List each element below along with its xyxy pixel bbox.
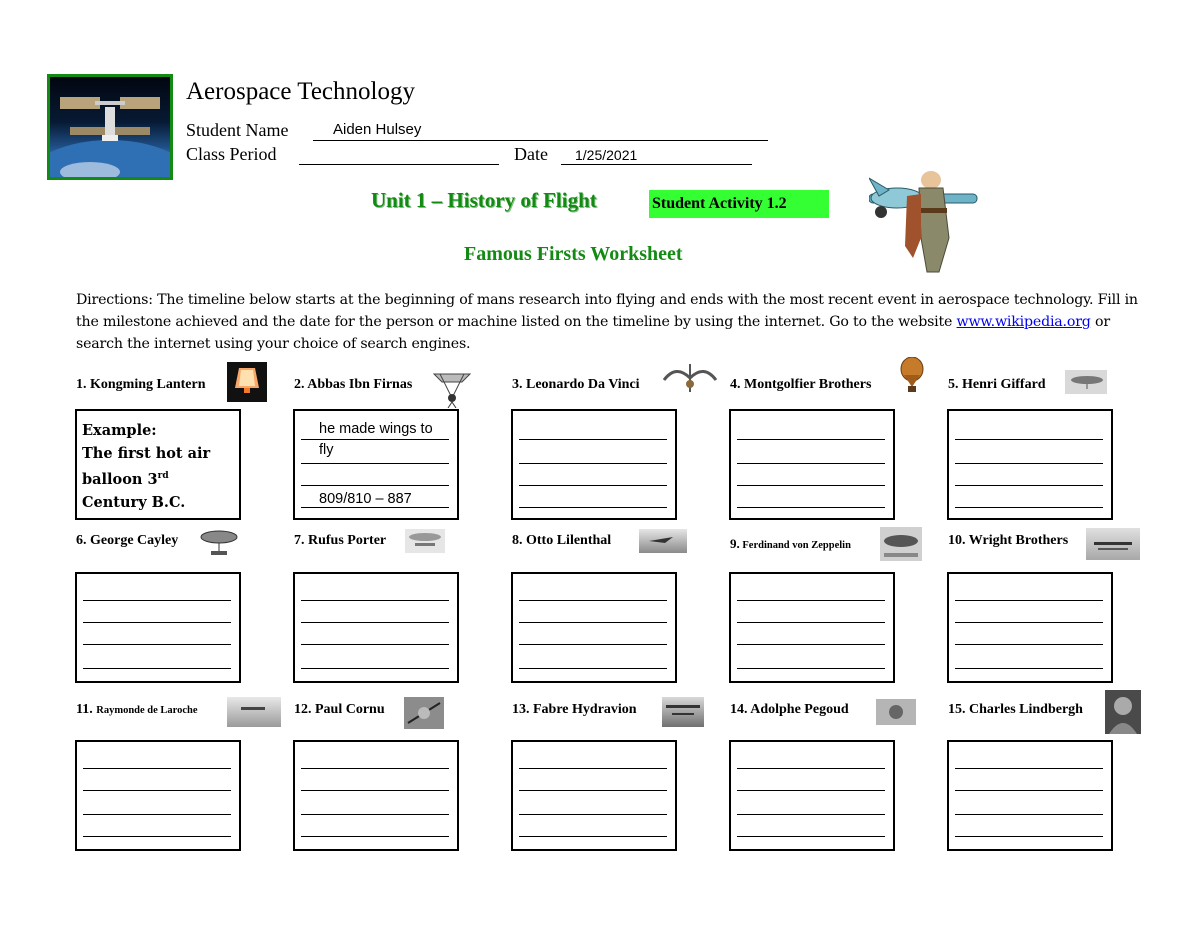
item-number: 6. bbox=[76, 533, 87, 548]
item-7-label bbox=[294, 533, 386, 549]
answer-box-13[interactable] bbox=[511, 740, 677, 851]
item-number: 12. bbox=[294, 702, 312, 717]
directions-part-1: Directions: The timeline below starts at the beginning of mans research into flying and ends with the most recent event in aerospace technology. Fill in the milestone achieved and the date for the person or machine listed on the timeline by using the internet. Go to the website bbox=[76, 292, 1138, 330]
item-number: 2. bbox=[294, 377, 305, 392]
item-name: Paul Cornu bbox=[315, 702, 385, 717]
unit-title: Unit 1 – History of Flight bbox=[371, 188, 597, 212]
zeppelin-icon bbox=[880, 527, 922, 561]
aircraft-photo-icon bbox=[662, 697, 704, 727]
space-station-logo bbox=[47, 74, 173, 180]
answer-box-2[interactable] bbox=[293, 409, 459, 520]
aircraft-photo-icon bbox=[639, 529, 687, 553]
item-number: 5. bbox=[948, 377, 959, 392]
airship-icon bbox=[405, 529, 445, 553]
airship-icon bbox=[197, 527, 241, 557]
lantern-icon bbox=[227, 362, 267, 402]
answer-2-line-1: he made wings to bbox=[319, 421, 433, 437]
answer-2-date: 809/810 – 887 bbox=[319, 491, 412, 507]
answer-box-11[interactable] bbox=[75, 740, 241, 851]
item-name: Abbas Ibn Firnas bbox=[307, 377, 413, 392]
item-9-label bbox=[730, 536, 851, 552]
date-value: 1/25/2021 bbox=[575, 147, 638, 163]
example-line-1: Example: bbox=[82, 422, 157, 439]
hot-air-balloon-icon bbox=[899, 357, 925, 393]
answer-box-15[interactable] bbox=[947, 740, 1113, 851]
date-field[interactable] bbox=[561, 144, 752, 165]
student-name-value: Aiden Hulsey bbox=[333, 121, 422, 138]
portrait-icon bbox=[1105, 690, 1141, 734]
directions-text bbox=[76, 289, 1146, 355]
space-station-icon bbox=[50, 77, 170, 177]
item-14-label bbox=[730, 702, 849, 718]
item-5-label bbox=[948, 377, 1046, 393]
class-period-field[interactable] bbox=[299, 144, 499, 165]
item-number: 14. bbox=[730, 702, 748, 717]
item-number: 1. bbox=[76, 377, 87, 392]
item-number: 4. bbox=[730, 377, 741, 392]
aircraft-photo-icon bbox=[1086, 528, 1140, 560]
page-title: Aerospace Technology bbox=[186, 78, 415, 105]
item-name: Henri Giffard bbox=[962, 377, 1046, 392]
item-name: Fabre Hydravion bbox=[533, 702, 637, 717]
student-name-field[interactable] bbox=[313, 120, 768, 141]
item-name: Adolphe Pegoud bbox=[750, 702, 849, 717]
item-name: Kongming Lantern bbox=[90, 377, 206, 392]
item-number: 3. bbox=[512, 377, 523, 392]
item-number: 13. bbox=[512, 702, 530, 717]
example-line-4: Century B.C. bbox=[82, 493, 186, 511]
item-3-label bbox=[512, 377, 640, 393]
item-name: Ferdinand von Zeppelin bbox=[742, 540, 851, 551]
answer-box-9[interactable] bbox=[729, 572, 895, 683]
item-12-label bbox=[294, 702, 385, 718]
item-name: Wright Brothers bbox=[968, 533, 1069, 548]
airship-icon bbox=[1065, 370, 1107, 394]
item-name: Montgolfier Brothers bbox=[744, 377, 872, 392]
answer-box-8[interactable] bbox=[511, 572, 677, 683]
item-number: 7. bbox=[294, 533, 305, 548]
item-name: Leonardo Da Vinci bbox=[526, 377, 640, 392]
answer-box-5[interactable] bbox=[947, 409, 1113, 520]
item-10-label bbox=[948, 533, 1068, 549]
example-line-3: balloon 3rd bbox=[82, 470, 169, 488]
aircraft-photo-icon bbox=[404, 697, 444, 729]
wikipedia-link[interactable]: www.wikipedia.org bbox=[956, 314, 1091, 330]
ornithopter-icon bbox=[662, 360, 718, 396]
example-text bbox=[82, 419, 210, 514]
example-line-2: The first hot air bbox=[82, 445, 211, 462]
item-name: Raymonde de Laroche bbox=[96, 705, 198, 716]
item-13-label bbox=[512, 702, 637, 718]
item-name: Charles Lindbergh bbox=[969, 702, 1083, 717]
item-6-label bbox=[76, 533, 178, 549]
answer-2-line-2: fly bbox=[319, 442, 334, 458]
answer-box-4[interactable] bbox=[729, 409, 895, 520]
date-label: Date bbox=[514, 144, 548, 164]
airplane-pilot-icon bbox=[869, 168, 981, 280]
item-15-label bbox=[948, 702, 1083, 718]
aircraft-photo-icon bbox=[876, 699, 916, 725]
aircraft-photo-icon bbox=[227, 697, 281, 727]
directions-part-2: or search the internet using your choice of search engines. bbox=[76, 314, 1110, 352]
answer-box-12[interactable] bbox=[293, 740, 459, 851]
student-name-label: Student Name bbox=[186, 120, 289, 140]
class-period-label: Class Period bbox=[186, 144, 277, 164]
item-name: Rufus Porter bbox=[308, 533, 387, 548]
item-2-label bbox=[294, 377, 412, 393]
item-number: 15. bbox=[948, 702, 966, 717]
item-8-label bbox=[512, 533, 611, 549]
item-number: 9. bbox=[730, 536, 740, 551]
item-number: 8. bbox=[512, 533, 523, 548]
item-number: 10. bbox=[948, 533, 966, 548]
item-4-label bbox=[730, 377, 871, 393]
answer-box-7[interactable] bbox=[293, 572, 459, 683]
item-name: Otto Lilenthal bbox=[526, 533, 612, 548]
answer-box-10[interactable] bbox=[947, 572, 1113, 683]
item-11-label bbox=[76, 702, 198, 718]
item-name: George Cayley bbox=[90, 533, 179, 548]
glider-wings-icon bbox=[432, 368, 472, 408]
answer-box-6[interactable] bbox=[75, 572, 241, 683]
answer-box-3[interactable] bbox=[511, 409, 677, 520]
answer-box-14[interactable] bbox=[729, 740, 895, 851]
item-number: 11. bbox=[76, 702, 93, 717]
activity-badge: Student Activity 1.2 bbox=[649, 190, 829, 218]
item-1-label bbox=[76, 377, 206, 393]
worksheet-title: Famous Firsts Worksheet bbox=[464, 243, 683, 265]
